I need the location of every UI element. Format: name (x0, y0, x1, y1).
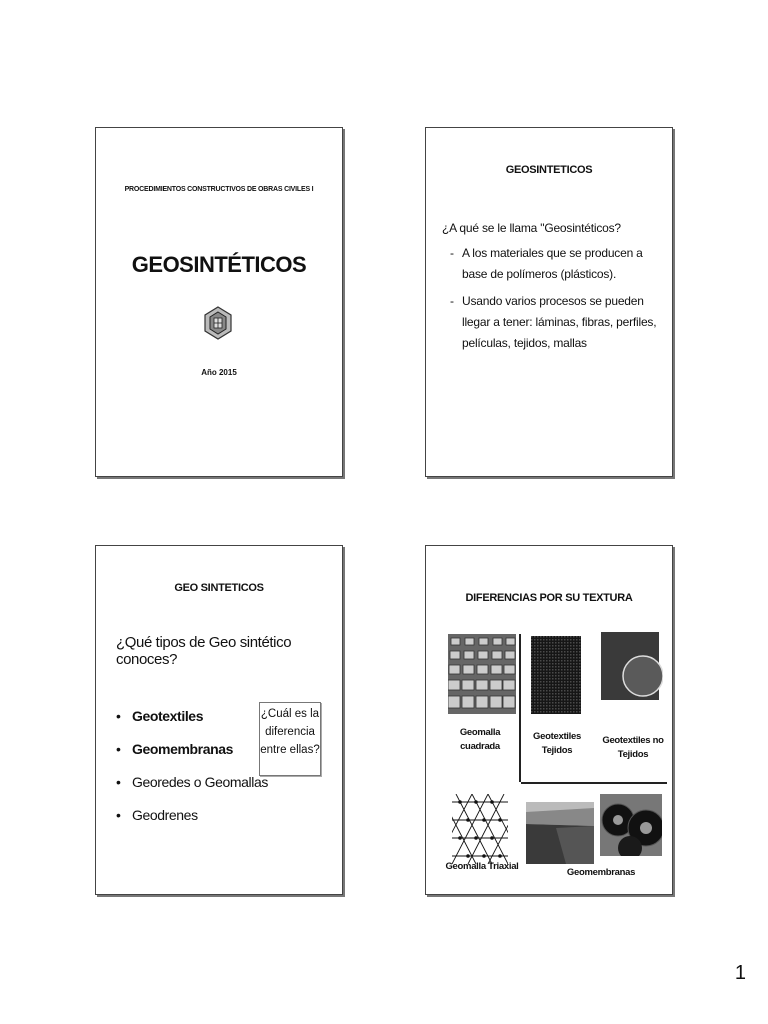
types-question: ¿Qué tipos de Geo sintético conoces? (116, 634, 292, 668)
geomembranas-image-1 (526, 802, 594, 864)
caption-geotextiles-no-tejidos: Geotextiles no Tejidos (602, 735, 664, 760)
caption-geomalla-triaxial: Geomalla Triaxial (445, 861, 519, 872)
geomembranas-image-2 (600, 794, 662, 856)
list-item: • Georedes o Geomallas (116, 774, 268, 790)
slide-types (95, 545, 343, 895)
caption-geomalla-cuadrada: Geomalla cuadrada (459, 727, 501, 752)
geotextiles-no-tejidos-image (601, 632, 663, 704)
difference-note-box: ¿Cuál es la diferencia entre ellas? (259, 702, 321, 776)
list-item: • Geodrenes (116, 807, 198, 823)
slide-heading: GEOSINTETICOS (505, 164, 593, 176)
list-item: • Geomembranas (116, 741, 234, 757)
caption-geotextiles-tejidos: Geotextiles Tejidos (533, 731, 581, 756)
year-label: Año 2015 (201, 368, 237, 377)
definition-body (442, 218, 662, 360)
geomalla-triaxial-image (452, 794, 508, 864)
types-list (116, 700, 268, 832)
list-item: - Usando varios procesos se pueden llegar a tener: láminas, fibras, perfiles, películas, tejidos, mallas (450, 294, 657, 350)
slide-heading: DIFERENCIAS POR SU TEXTURA (465, 592, 633, 604)
definition-question: ¿A qué se le llama "Geosintéticos? (442, 221, 621, 235)
page-number: 1 (734, 962, 746, 984)
university-emblem-icon (204, 306, 232, 340)
geomalla-cuadrada-image (448, 634, 516, 714)
list-item: • Geotextiles (116, 708, 204, 724)
slide-textures (425, 545, 673, 895)
slide-title (95, 127, 343, 477)
divider-horizontal (521, 782, 667, 784)
slide-definition (425, 127, 673, 477)
caption-geomembranas: Geomembranas (566, 867, 636, 878)
slide-heading: GEO SINTETICOS (174, 582, 264, 594)
list-item: - A los materiales que se producen a base de polímeros (plásticos). (450, 246, 643, 281)
divider-vertical (519, 634, 521, 782)
slide-title-text: GEOSINTÉTICOS (131, 252, 307, 277)
course-name: PROCEDIMIENTOS CONSTRUCTIVOS DE OBRAS CIVILES I (124, 186, 314, 193)
geotextiles-tejidos-image (531, 636, 581, 714)
